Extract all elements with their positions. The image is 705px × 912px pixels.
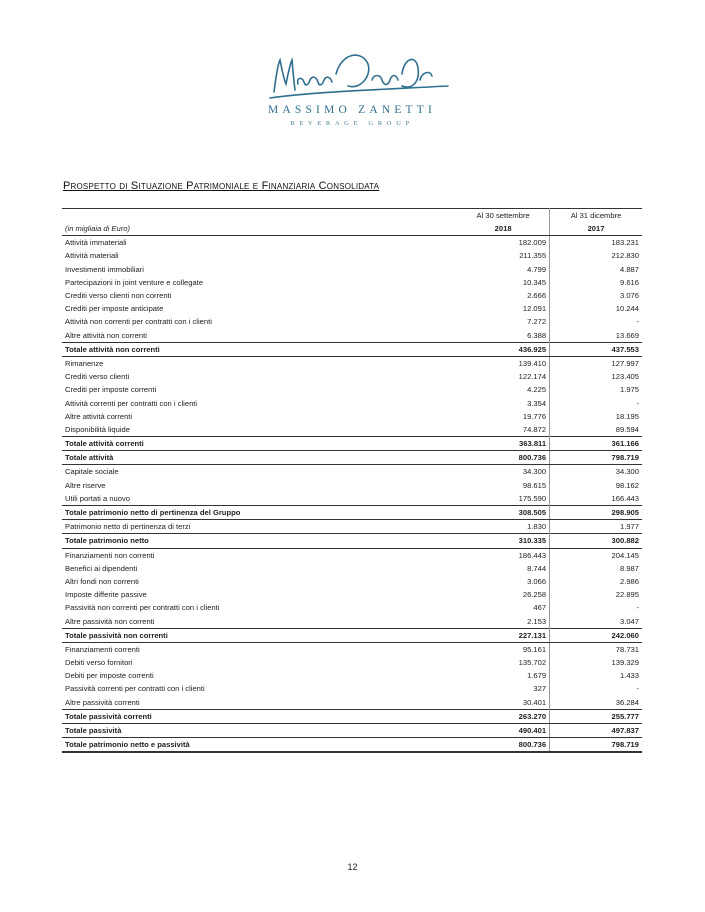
table-row: [62, 276, 642, 289]
table-total-row: [62, 437, 642, 451]
row-label: Finanziamenti correnti: [65, 644, 140, 654]
row-value-2017: 3.047: [619, 616, 639, 626]
row-value-2017: 127.997: [611, 358, 639, 368]
row-value-2018: 139.410: [457, 356, 549, 370]
row-value-2017: 98.162: [615, 480, 639, 490]
row-label: Totale patrimonio netto e passività: [62, 738, 457, 753]
row-value-2017: 361.166: [550, 437, 642, 451]
row-value-2018: 6.388: [457, 329, 549, 343]
row-label: Crediti per imposte correnti: [65, 385, 157, 395]
header-col2-year: 2017: [550, 222, 642, 236]
row-label: Passività correnti per contratti con i clienti: [65, 684, 205, 694]
row-value-2018: 4.225: [457, 383, 549, 396]
row-value-2017: 2.986: [619, 576, 639, 586]
row-label: Attività immateriali: [65, 238, 127, 248]
row-value-2017: -: [636, 684, 639, 694]
row-label: Capitale sociale: [65, 467, 119, 477]
row-value-2017: 298.905: [550, 505, 642, 519]
row-value-2017: 255.777: [550, 709, 642, 723]
row-value-2018: 12.091: [457, 302, 549, 315]
row-value-2017: 123.405: [611, 372, 639, 382]
table-row: [62, 410, 642, 423]
row-label: Totale patrimonio netto: [62, 534, 457, 548]
row-value-2017: 204.145: [611, 550, 639, 560]
row-label: Altre passività correnti: [65, 697, 140, 707]
row-label: Attività materiali: [65, 251, 119, 261]
row-label: Attività correnti per contratti con i clienti: [65, 398, 198, 408]
row-label: Totale passività: [62, 723, 457, 737]
header-unit: (in migliaia di Euro): [62, 222, 457, 236]
row-value-2018: 1.679: [457, 669, 549, 682]
row-value-2018: 490.401: [457, 723, 549, 737]
row-value-2018: 227.131: [457, 628, 549, 642]
row-value-2017: 183.231: [611, 238, 639, 248]
row-value-2018: 3.354: [457, 396, 549, 409]
row-value-2017: 798.719: [550, 738, 642, 753]
row-label: Rimanenze: [65, 358, 104, 368]
table-total-row: [62, 451, 642, 465]
row-label: Crediti per imposte anticipate: [65, 304, 164, 314]
table-row: [62, 548, 642, 562]
row-value-2017: 437.553: [550, 342, 642, 356]
table-row: [62, 263, 642, 276]
row-value-2017: 18.195: [615, 411, 639, 421]
row-value-2017: -: [636, 317, 639, 327]
table-total-row: [62, 738, 642, 753]
table-total-row: [62, 505, 642, 519]
table-row: [62, 249, 642, 262]
header-col1-year: 2018: [457, 222, 549, 236]
table-row: [62, 682, 642, 695]
page-number: 12: [347, 862, 358, 872]
row-label: Altre riserve: [65, 480, 106, 490]
row-value-2017: 9.616: [619, 277, 639, 287]
table-row: [62, 329, 642, 343]
row-label: Investimenti immobiliari: [65, 264, 144, 274]
row-value-2018: 74.872: [457, 423, 549, 437]
balance-sheet-table: [62, 208, 642, 753]
table-row: [62, 423, 642, 437]
table-row: [62, 315, 642, 328]
row-label: Attività non correnti per contratti con i clienti: [65, 317, 212, 327]
row-value-2018: 30.401: [457, 696, 549, 710]
row-label: Totale passività correnti: [62, 709, 457, 723]
row-value-2018: 34.300: [457, 465, 549, 479]
row-value-2018: 263.270: [457, 709, 549, 723]
row-value-2018: 467: [457, 601, 549, 614]
row-label: Debiti verso fornitori: [65, 658, 133, 668]
row-value-2018: 98.615: [457, 479, 549, 492]
row-value-2017: 3.076: [619, 291, 639, 301]
row-value-2017: 139.329: [611, 658, 639, 668]
header-col2-period: Al 31 dicembre: [550, 209, 642, 223]
row-value-2018: 135.702: [457, 656, 549, 669]
row-label: Totale attività: [62, 451, 457, 465]
row-label: Finanziamenti non correnti: [65, 550, 155, 560]
table-total-row: [62, 628, 642, 642]
row-value-2018: 800.736: [457, 451, 549, 465]
row-value-2017: 78.731: [615, 644, 639, 654]
table-row: [62, 370, 642, 383]
table-row: [62, 492, 642, 506]
table-row: [62, 479, 642, 492]
table-row: [62, 356, 642, 370]
table-total-row: [62, 709, 642, 723]
table-total-row: [62, 342, 642, 356]
row-value-2018: 2.153: [457, 614, 549, 628]
row-value-2018: 2.666: [457, 289, 549, 302]
table-row: [62, 669, 642, 682]
row-value-2018: 186.443: [457, 548, 549, 562]
header-col1-period: Al 30 settembre: [457, 209, 549, 223]
table-row: [62, 465, 642, 479]
table-row: [62, 614, 642, 628]
row-value-2017: 212.830: [611, 251, 639, 261]
row-label: Debiti per imposte correnti: [65, 671, 154, 681]
row-value-2017: 8.987: [619, 563, 639, 573]
row-label: Crediti verso clienti non correnti: [65, 291, 172, 301]
row-label: Altre attività correnti: [65, 411, 133, 421]
row-value-2018: 4.799: [457, 263, 549, 276]
row-value-2017: 22.895: [615, 590, 639, 600]
row-value-2018: 3.066: [457, 575, 549, 588]
row-value-2017: 10.244: [615, 304, 639, 314]
table-row: [62, 236, 642, 250]
row-label: Altri fondi non correnti: [65, 576, 139, 586]
row-label: Patrimonio netto di pertinenza di terzi: [65, 522, 191, 532]
row-label: Altre attività non correnti: [65, 330, 147, 340]
table-row: [62, 696, 642, 710]
row-value-2018: 8.744: [457, 562, 549, 575]
row-value-2018: 10.345: [457, 276, 549, 289]
row-label: Altre passività non correnti: [65, 616, 155, 626]
table-row: [62, 642, 642, 656]
row-value-2017: 242.060: [550, 628, 642, 642]
row-label: Passività non correnti per contratti con i clienti: [65, 603, 220, 613]
row-value-2017: 36.284: [615, 697, 639, 707]
table-row: [62, 656, 642, 669]
table-row: [62, 520, 642, 534]
row-value-2018: 436.925: [457, 342, 549, 356]
row-value-2018: 95.161: [457, 642, 549, 656]
row-value-2018: 182.009: [457, 236, 549, 250]
row-value-2018: 175.590: [457, 492, 549, 506]
row-value-2018: 327: [457, 682, 549, 695]
brand-tagline: BEVERAGE GROUP: [290, 120, 414, 127]
row-value-2017: 1.975: [619, 385, 639, 395]
document-title: Prospetto di Situazione Patrimoniale e Finanziaria Consolidata: [63, 180, 380, 192]
row-label: Totale patrimonio netto di pertinenza del Gruppo: [62, 505, 457, 519]
row-label: Crediti verso clienti: [65, 372, 130, 382]
table-header-periods: [62, 209, 642, 223]
table-row: [62, 588, 642, 601]
header-empty: [62, 209, 457, 223]
table-total-row: [62, 534, 642, 548]
row-label: Utili portati a nuovo: [65, 493, 131, 503]
row-value-2018: 308.505: [457, 505, 549, 519]
row-label: Totale passività non correnti: [62, 628, 457, 642]
table-header-years: [62, 222, 642, 236]
table-row: [62, 601, 642, 614]
row-value-2017: 13.669: [615, 330, 639, 340]
row-value-2018: 26.258: [457, 588, 549, 601]
row-value-2017: 300.882: [550, 534, 642, 548]
row-value-2018: 19.776: [457, 410, 549, 423]
row-label: Totale attività correnti: [62, 437, 457, 451]
brand-name: MASSIMO ZANETTI: [267, 104, 437, 116]
row-value-2018: 363.811: [457, 437, 549, 451]
row-value-2017: -: [636, 398, 639, 408]
row-value-2017: 89.594: [615, 424, 639, 434]
row-label: Imposte differite passive: [65, 590, 147, 600]
row-value-2018: 211.355: [457, 249, 549, 262]
table-row: [62, 562, 642, 575]
row-value-2017: 798.719: [550, 451, 642, 465]
row-value-2018: 1.830: [457, 520, 549, 534]
row-value-2017: 166.443: [611, 493, 639, 503]
row-label: Partecipazioni in joint venture e collegate: [65, 277, 204, 287]
row-value-2017: 1.433: [619, 671, 639, 681]
table-row: [62, 575, 642, 588]
row-value-2017: 4.887: [619, 264, 639, 274]
row-value-2017: 1.977: [619, 522, 639, 532]
table-row: [62, 383, 642, 396]
row-label: Disponibilità liquide: [65, 424, 131, 434]
table-row: [62, 302, 642, 315]
row-value-2018: 800.736: [457, 738, 549, 753]
row-label: Totale attività non correnti: [62, 342, 457, 356]
row-value-2018: 310.335: [457, 534, 549, 548]
table-row: [62, 396, 642, 409]
row-value-2017: 34.300: [615, 467, 639, 477]
row-value-2017: 497.837: [550, 723, 642, 737]
row-value-2018: 7.272: [457, 315, 549, 328]
row-value-2017: -: [636, 603, 639, 613]
table-total-row: [62, 723, 642, 737]
row-label: Benefici ai dipendenti: [65, 563, 138, 573]
row-value-2018: 122.174: [457, 370, 549, 383]
table-row: [62, 289, 642, 302]
